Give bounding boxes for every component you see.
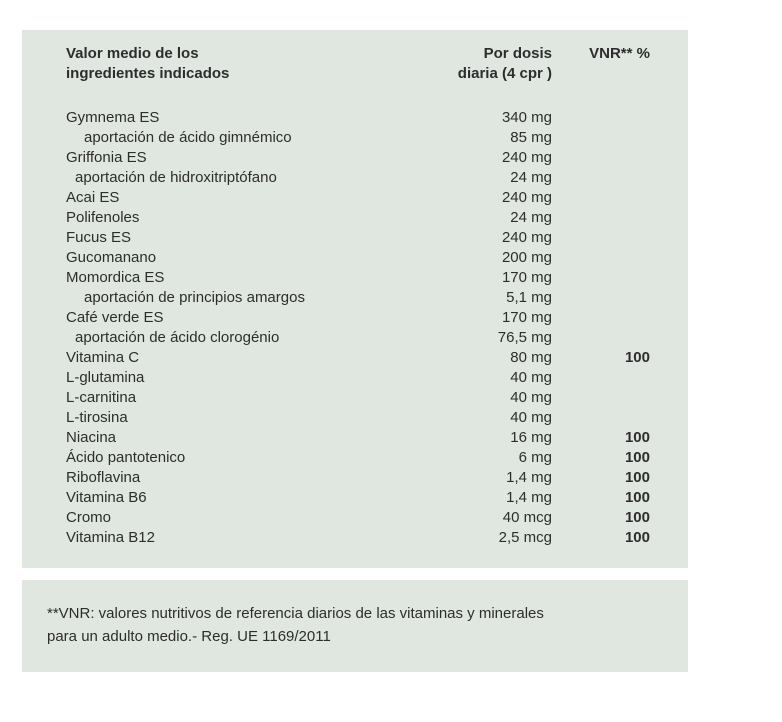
row-label: aportación de principios amargos [84, 289, 305, 306]
row-value: 1,4 mg [506, 489, 552, 506]
row-label: Vitamina B6 [66, 489, 147, 506]
header-ingredients-line2: ingredientes indicados [66, 65, 230, 82]
row-value: 80 mg [510, 349, 552, 366]
row-vnr: 100 [624, 469, 650, 486]
row-value: 240 mg [501, 229, 552, 246]
row-label: Ácido pantotenico [66, 449, 186, 466]
row-label: Cromo [66, 509, 112, 526]
row-label: L-glutamina [66, 369, 145, 386]
table-row [66, 128, 650, 148]
ingredients-table-panel [22, 30, 688, 568]
row-value: 85 mg [510, 129, 552, 146]
row-value: 170 mg [501, 269, 552, 286]
row-label: Vitamina C [66, 349, 140, 366]
row-value: 340 mg [501, 109, 552, 126]
row-vnr: 100 [624, 349, 650, 366]
row-value: 40 mg [510, 409, 552, 426]
footnote-panel [22, 580, 688, 672]
row-label: Niacina [66, 429, 117, 446]
footnote-line1: **VNR: valores nutritivos de referencia diarios de las vitaminas y minerales [47, 605, 544, 622]
row-label: Griffonia ES [66, 149, 147, 166]
row-vnr: 100 [624, 509, 650, 526]
row-value: 76,5 mg [497, 329, 552, 346]
row-value: 24 mg [510, 209, 552, 226]
row-label: Acai ES [66, 189, 120, 206]
table-row [66, 448, 650, 468]
row-label: aportación de ácido clorogénio [75, 329, 280, 346]
row-value: 1,4 mg [506, 469, 552, 486]
row-label: L-carnitina [66, 389, 137, 406]
row-value: 24 mg [510, 169, 552, 186]
row-label: Gucomanano [66, 249, 157, 266]
table-row [66, 408, 650, 428]
row-value: 40 mg [510, 369, 552, 386]
table-row [66, 468, 650, 488]
header-dose-line1: Por dosis [483, 45, 552, 62]
row-label: Vitamina B12 [66, 529, 155, 546]
table-header [66, 44, 650, 84]
row-value: 240 mg [501, 189, 552, 206]
table-row [66, 288, 650, 308]
row-value: 6 mg [518, 449, 552, 466]
table-row [66, 228, 650, 248]
row-label: aportación de ácido gimnémico [84, 129, 292, 146]
row-label: aportación de hidroxitriptófano [75, 169, 277, 186]
table-row [66, 348, 650, 368]
table-row [66, 428, 650, 448]
row-value: 16 mg [510, 429, 552, 446]
table-row [66, 268, 650, 288]
row-label: Café verde ES [66, 309, 164, 326]
table-row [66, 208, 650, 228]
footnote-line2: para un adulto medio.- Reg. UE 1169/2011 [47, 628, 331, 645]
row-value: 40 mcg [502, 509, 552, 526]
table-body [66, 108, 650, 548]
row-value: 170 mg [501, 309, 552, 326]
header-vnr-column: VNR** % [589, 45, 650, 62]
header-ingredients-column [66, 44, 432, 84]
row-value: 200 mg [501, 249, 552, 266]
table-row [66, 528, 650, 548]
table-row [66, 248, 650, 268]
row-vnr: 100 [624, 529, 650, 546]
row-value: 240 mg [501, 149, 552, 166]
row-label: Gymnema ES [66, 109, 160, 126]
footnote-text [47, 602, 668, 648]
table-row [66, 328, 650, 348]
table-row [66, 108, 650, 128]
table-row [66, 488, 650, 508]
row-label: Riboflavina [66, 469, 141, 486]
row-value: 5,1 mg [506, 289, 552, 306]
header-dose-column [432, 44, 552, 84]
table-row [66, 508, 650, 528]
row-label: Fucus ES [66, 229, 132, 246]
row-label: L-tirosina [66, 409, 128, 426]
row-value: 2,5 mcg [498, 529, 552, 546]
table-row [66, 168, 650, 188]
row-vnr: 100 [624, 449, 650, 466]
row-value: 40 mg [510, 389, 552, 406]
table-row [66, 368, 650, 388]
row-label: Polifenoles [66, 209, 140, 226]
row-vnr: 100 [624, 489, 650, 506]
row-vnr: 100 [624, 429, 650, 446]
header-ingredients-line1: Valor medio de los [66, 45, 199, 62]
row-label: Momordica ES [66, 269, 165, 286]
header-dose-line2: diaria (4 cpr ) [457, 65, 552, 82]
table-row [66, 188, 650, 208]
table-row [66, 308, 650, 328]
table-row [66, 388, 650, 408]
table-row [66, 148, 650, 168]
